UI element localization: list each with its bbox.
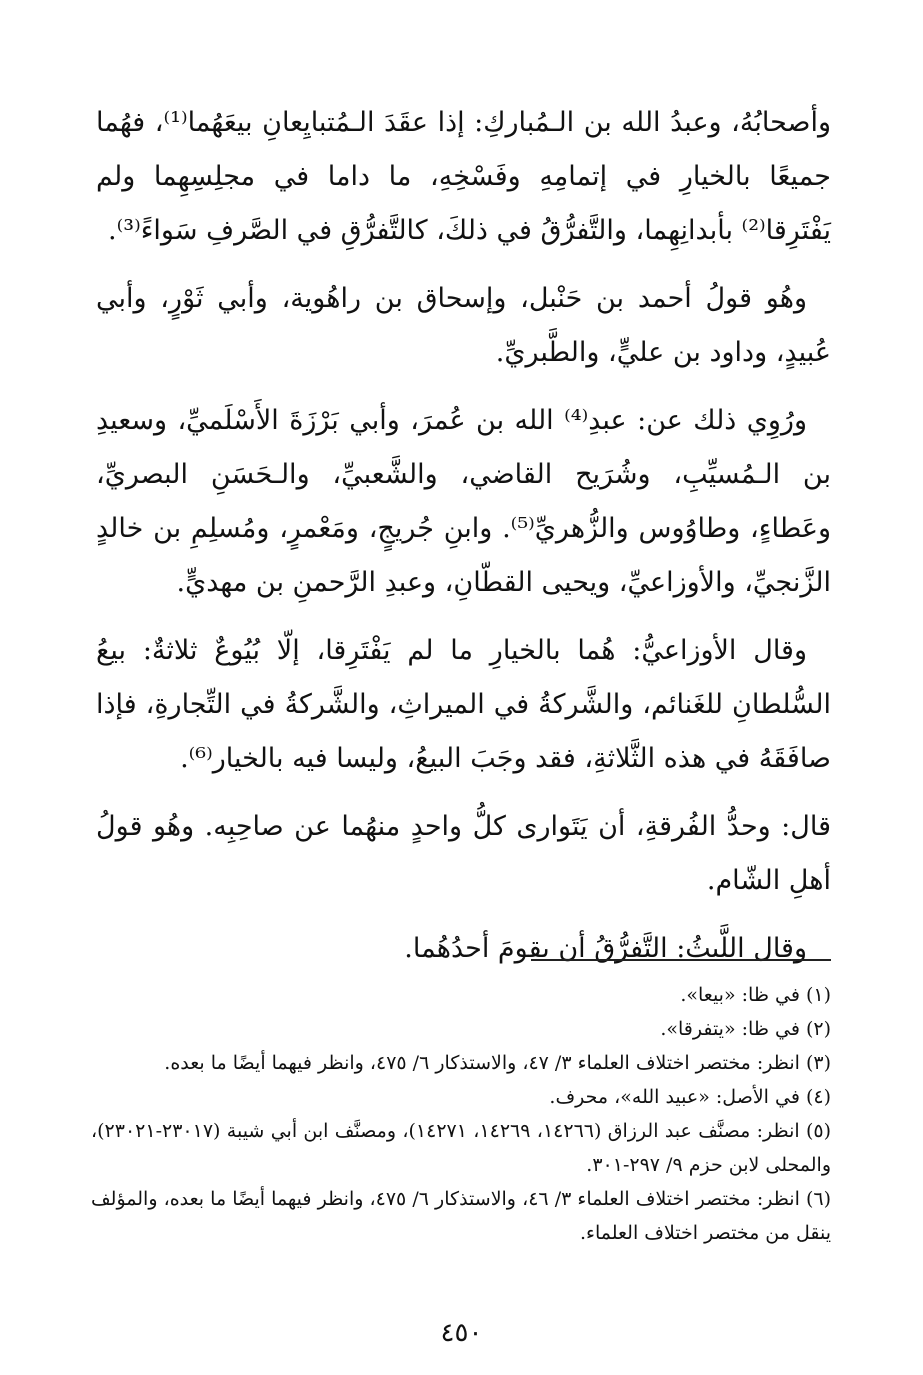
page-number: ٤٥٠: [440, 1318, 483, 1348]
paragraph-1: وأصحابُهُ، وعبدُ الله بن الـمُباركِ: إذا عقَدَ الـمُتبايِعانِ بيعَهُما⁽¹⁾، فهُما جميعًا بالخيارِ في إتمامِهِ وفَسْخِهِ، ما داما في مجلِسِهِما ولم يَفْتَرِقا⁽²⁾ بأبدانِهِما، والتَّفرُّقُ في ذلكَ، كالتَّفرُّقِ في الصَّرفِ سَواءً⁽³⁾.: [96, 107, 831, 246]
footnote-2: (٢) في ظا: «يتفرقا».: [660, 1018, 831, 1040]
footnote-divider: [531, 959, 831, 961]
footnote-5: (٥) انظر: مصنَّف عبد الرزاق (١٤٢٦٦، ١٤٢٦٩، ١٤٢٧١)، ومصنَّف ابن أبي شيبة (٢٣٠١٧-٢٣٠٢١)، والمحلى لابن حزم ٩/ ٢٩٧-٣٠١.: [91, 1120, 832, 1176]
paragraph-6: وقال اللَّيثُ: التَّفرُّقُ أن يقومَ أحدُهُما.: [404, 933, 807, 964]
footnote-6: (٦) انظر: مختصر اختلاف العلماء ٣/ ٤٦، والاستذكار ٦/ ٤٧٥، وانظر فيهما أيضًا ما بعده، والمؤلف ينقل من مختصر اختلاف العلماء.: [91, 1188, 832, 1244]
footnote-1: (١) في ظا: «بيعا».: [680, 984, 831, 1006]
paragraph-3: ورُوِي ذلك عن: عبدِ⁽⁴⁾ الله بن عُمرَ، وأبي بَرْزَةَ الأَسْلَميِّ، وسعيدِ بن الـمُسيِّبِ، وشُرَيح القاضي، والشَّعبيِّ، والـحَسَنِ البصريِّ، وعَطاءٍ، وطاوُوس والزُّهريِّ⁽⁵⁾. وابنِ جُريجٍ، ومَعْمرٍ، ومُسلِمِ بن خالدٍ الزَّنجيِّ، والأوزاعيِّ، ويحيى القطّانِ، وعبدِ الرَّحمنِ بن مهديٍّ.: [96, 405, 831, 598]
paragraph-5: قال: وحدُّ الفُرقةِ، أن يَتَوارى كلُّ واحدٍ منهُما عن صاحِبِه. وهُو قولُ أهلِ الشّام.: [96, 811, 831, 896]
paragraph-2: وهُو قولُ أحمد بن حَنْبل، وإسحاق بن راهُوية، وأبي ثَوْرٍ، وأبي عُبيدٍ، وداود بن عليٍّ، والطَّبريِّ.: [96, 283, 831, 368]
footnotes: [91, 978, 831, 1250]
footnote-4: (٤) في الأصل: «عبيد الله»، محرف.: [549, 1086, 831, 1108]
footnote-3: (٣) انظر: مختصر اختلاف العلماء ٣/ ٤٧، والاستذكار ٦/ ٤٧٥، وانظر فيهما أيضًا ما بعده.: [164, 1052, 831, 1074]
paragraph-4: وقال الأوزاعيُّ: هُما بالخيارِ ما لم يَفْتَرِقا، إلّا بُيُوعٌ ثلاثةٌ: بيعُ السُّلطانِ للغَنائم، والشَّركةُ في الميراثِ، والشَّركةُ في التِّجارةِ، فإذا صافَقَهُ في هذه الثَّلاثةِ، فقد وجَبَ البيعُ، وليسا فيه بالخيار⁽⁶⁾.: [96, 635, 831, 774]
main-text: [96, 96, 831, 976]
